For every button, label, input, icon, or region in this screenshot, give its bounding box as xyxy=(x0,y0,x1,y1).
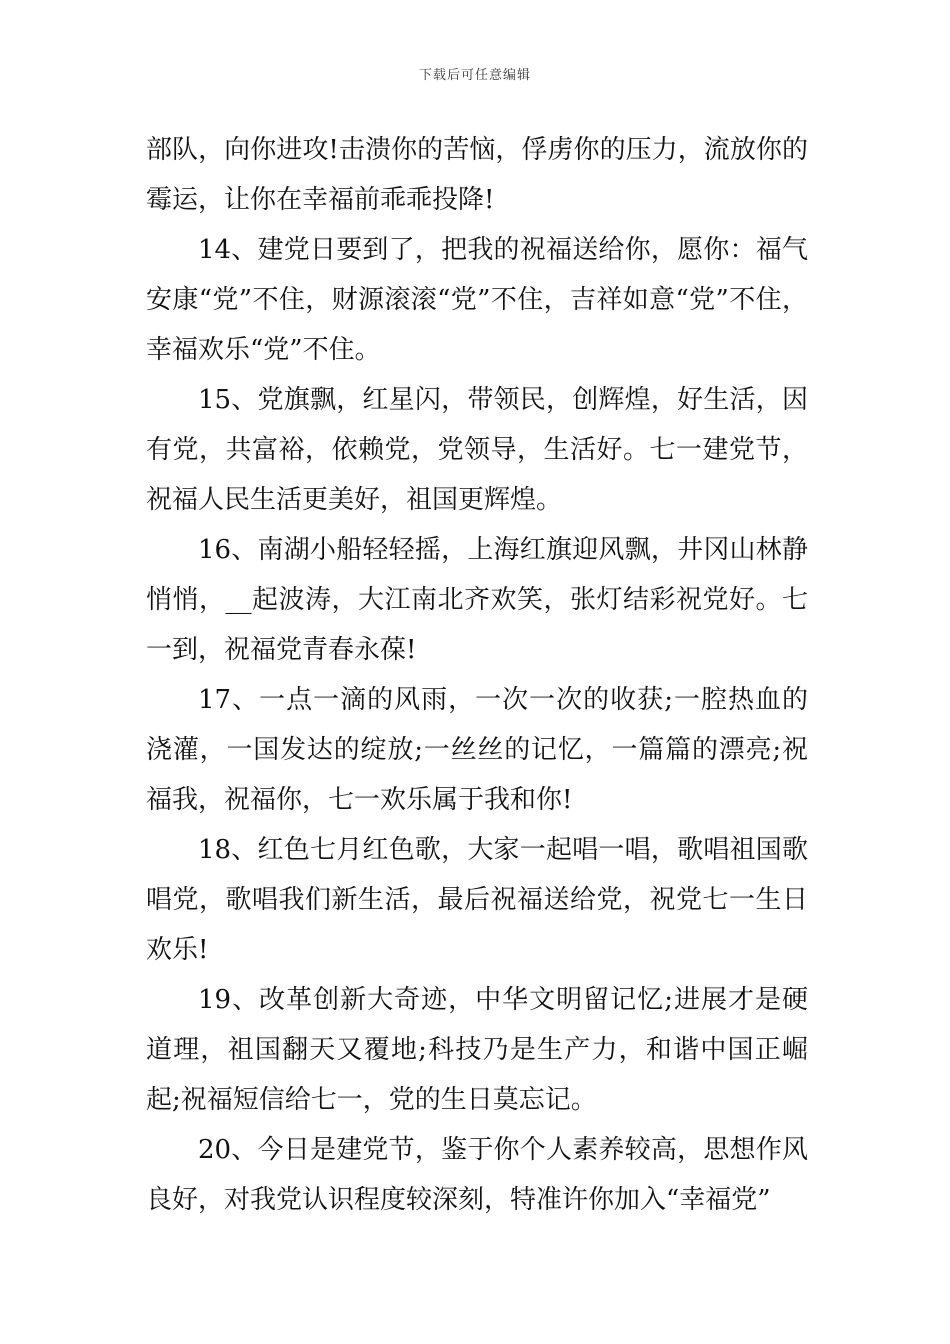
document-body xyxy=(146,125,808,1225)
paragraph-14: 14、建党日要到了，把我的祝福送给你，愿你：福气安康“党”不住，财源滚滚“党”不住，吉祥如意“党”不住，幸福欢乐“党”不住。 xyxy=(146,235,808,365)
paragraph-15: 15、党旗飘，红星闪，带领民，创辉煌，好生活，因有党，共富裕，依赖党，党领导，生活好。七一建党节，祝福人民生活更美好，祖国更辉煌。 xyxy=(146,385,808,515)
paragraph-16: 16、南湖小船轻轻摇，上海红旗迎风飘，井冈山林静悄悄，__起波涛，大江南北齐欢笑，张灯结彩祝党好。七一到，祝福党青春永葆! xyxy=(146,535,808,665)
paragraph-19: 19、改革创新大奇迹，中华文明留记忆;进展才是硬道理，祖国翻天又覆地;科技乃是生产力，和谐中国正崛起;祝福短信给七一，党的生日莫忘记。 xyxy=(146,985,808,1115)
paragraph-18: 18、红色七月红色歌，大家一起唱一唱，歌唱祖国歌唱党，歌唱我们新生活，最后祝福送给党，祝党七一生日欢乐! xyxy=(146,835,808,965)
page-header: 下载后可任意编辑 xyxy=(418,68,531,83)
paragraph-17: 17、一点一滴的风雨，一次一次的收获;一腔热血的浇灌，一国发达的绽放;一丝丝的记忆，一篇篇的漂亮;祝福我，祝福你，七一欢乐属于我和你! xyxy=(146,685,808,815)
paragraph-20: 20、今日是建党节，鉴于你个人素养较高，思想作风良好，对我党认识程度较深刻，特准许你加入“幸福党” xyxy=(146,1135,808,1215)
paragraph-continuation: 部队，向你进攻!击溃你的苦恼，俘虏你的压力，流放你的霉运，让你在幸福前乖乖投降! xyxy=(146,135,808,215)
